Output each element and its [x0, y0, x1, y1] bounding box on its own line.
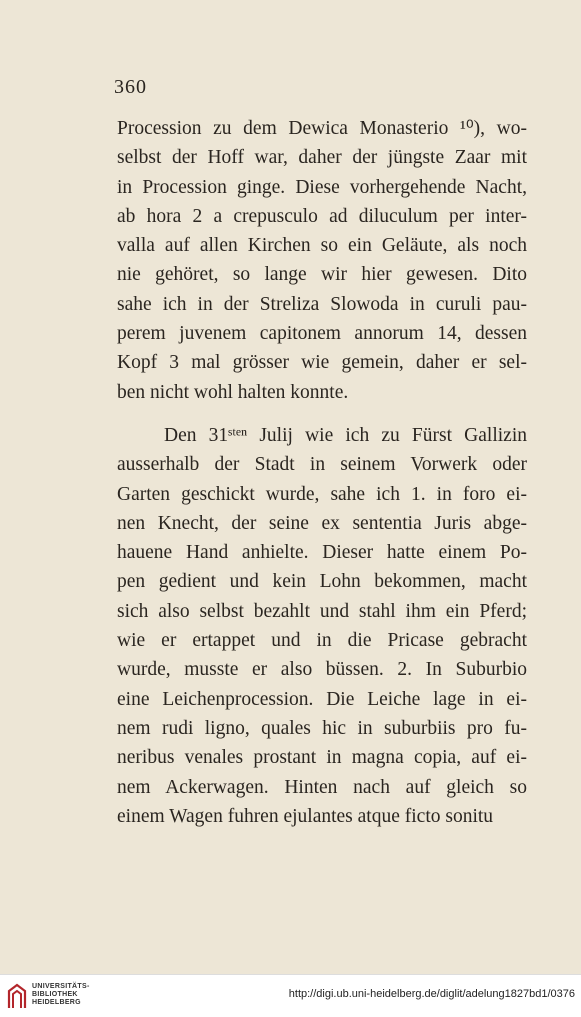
university-library-logo-icon — [6, 982, 28, 1010]
text-line: selbst der Hoff war, daher der jüngste Zaar mit — [117, 147, 527, 169]
text-line: sahe ich in der Streliza Slowoda in curuli pau- — [117, 293, 527, 315]
text-line: in Procession ginge. Diese vorhergehende Nacht, — [117, 176, 527, 198]
text-line: Kopf 3 mal grösser wie gemein, daher er sel- — [117, 352, 527, 374]
text-line: sich also selbst bezahlt und stahl ihm ein Pferd; — [117, 600, 527, 622]
paragraph-2 — [117, 421, 527, 831]
text-line: nen Knecht, der seine ex sententia Juris abge- — [117, 512, 527, 534]
text-line: valla auf allen Kirchen so ein Geläute, als noch — [117, 235, 527, 257]
text-line: Den 31ˢᵗᵉⁿ Julij wie ich zu Fürst Gallizin — [164, 424, 527, 446]
text-line: nem Ackerwagen. Hinten nach auf gleich so — [117, 776, 527, 798]
source-url-link[interactable]: http://digi.ub.uni-heidelberg.de/diglit/adelung1827bd1/0376 — [288, 988, 575, 1000]
text-line: Procession zu dem Dewica Monasterio ¹⁰), wo- — [117, 118, 527, 139]
text-line: ben nicht wohl halten konnte. — [117, 381, 349, 403]
text-line: neribus venales prostant in magna copia, auf ei- — [117, 747, 527, 769]
paragraph-gap — [117, 407, 527, 421]
library-name: UNIVERSITÄTS- BIBLIOTHEK HEIDELBERG — [32, 983, 90, 1006]
page-text — [117, 114, 527, 831]
paragraph-1 — [117, 114, 527, 407]
text-line: Garten geschickt wurde, sahe ich 1. in foro ei- — [117, 483, 527, 505]
text-line: wie er ertappet und in die Pricase gebracht — [117, 630, 527, 652]
text-line: pen gedient und kein Lohn bekommen, macht — [117, 571, 527, 593]
text-line: wurde, musste er also büssen. 2. In Suburbio — [117, 659, 527, 681]
text-line: nem rudi ligno, quales hic in suburbiis pro fu- — [117, 717, 527, 739]
text-line: ausserhalb der Stadt in seinem Vorwerk oder — [117, 454, 527, 476]
text-line: einem Wagen fuhren ejulantes atque ficto sonitu — [117, 805, 494, 827]
text-line: ab hora 2 a crepusculo ad diluculum per inter- — [117, 205, 527, 227]
page-number: 360 — [114, 76, 147, 98]
text-line: eine Leichenprocession. Die Leiche lage in ei- — [117, 688, 527, 710]
footer-bar — [0, 974, 581, 1017]
text-line: hauene Hand anhielte. Dieser hatte einem Po- — [117, 542, 527, 564]
text-line: perem juvenem capitonem annorum 14, dessen — [117, 323, 527, 345]
text-line: nie gehöret, so lange wir hier gewesen. Dito — [117, 264, 527, 286]
